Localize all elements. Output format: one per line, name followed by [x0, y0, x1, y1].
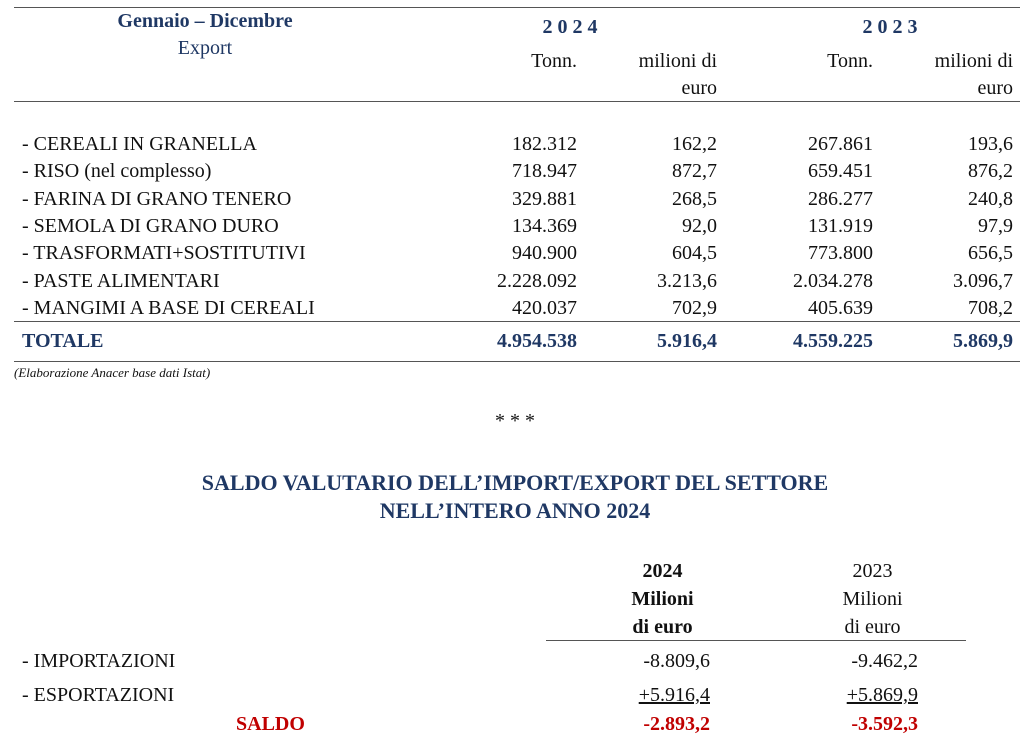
- cell-tonn-2023: 405.639: [808, 297, 873, 319]
- cell-mil-2024: 92,0: [682, 215, 717, 237]
- cell-tonn-2023: 659.451: [808, 160, 873, 182]
- saldo-title-line2: NELL’INTERO ANNO 2024: [379, 498, 651, 523]
- total-tonn-2023: 4.559.225: [793, 330, 873, 352]
- cell-mil-2023: 3.096,7: [953, 270, 1013, 292]
- export-2023: +5.869,9: [846, 684, 918, 706]
- cell-mil-2024: 162,2: [672, 133, 717, 155]
- cell-mil-2023: 708,2: [968, 297, 1013, 319]
- cell-mil-2023: 656,5: [968, 242, 1013, 264]
- import-label: - IMPORTAZIONI: [22, 650, 176, 672]
- cell-mil-2024: 702,9: [672, 297, 717, 319]
- cell-tonn-2024: 940.900: [512, 242, 577, 264]
- cell-mil-2024: 872,7: [672, 160, 717, 182]
- saldo-col-2023-year: 2023: [852, 560, 893, 582]
- period-heading: Gennaio – Dicembre: [117, 10, 293, 32]
- total-bottom-rule: [14, 361, 1020, 362]
- row-label: - RISO (nel complesso): [22, 160, 212, 182]
- col-milioni-2023-line2: euro: [977, 77, 1013, 99]
- saldo-title-line1: SALDO VALUTARIO DELL’IMPORT/EXPORT DEL SETTORE: [201, 470, 829, 495]
- cell-mil-2024: 3.213,6: [657, 270, 717, 292]
- total-top-rule: [14, 321, 1020, 322]
- col-tonn-2024: Tonn.: [531, 50, 577, 72]
- saldo-col-2023-unit2: di euro: [844, 616, 901, 638]
- total-tonn-2024: 4.954.538: [497, 330, 577, 352]
- cell-mil-2023: 97,9: [978, 215, 1013, 237]
- saldo-label: SALDO: [236, 713, 305, 735]
- export-2024: +5.916,4: [638, 684, 710, 706]
- cell-tonn-2024: 134.369: [512, 215, 577, 237]
- section-separator: * * *: [495, 410, 535, 432]
- cell-tonn-2024: 329.881: [512, 188, 577, 210]
- cell-mil-2023: 876,2: [968, 160, 1013, 182]
- table-top-rule: [14, 7, 1020, 8]
- saldo-col-2023-unit1: Milioni: [842, 588, 903, 610]
- cell-tonn-2023: 131.919: [808, 215, 873, 237]
- row-label: - CEREALI IN GRANELLA: [22, 133, 257, 155]
- cell-mil-2023: 193,6: [968, 133, 1013, 155]
- cell-tonn-2023: 773.800: [808, 242, 873, 264]
- col-milioni-2023-line1: milioni di: [934, 50, 1013, 72]
- row-label: - TRASFORMATI+SOSTITUTIVI: [22, 242, 306, 264]
- col-milioni-2024-line1: milioni di: [638, 50, 717, 72]
- cell-tonn-2023: 267.861: [808, 133, 873, 155]
- cell-tonn-2024: 420.037: [512, 297, 577, 319]
- source-note: (Elaborazione Anacer base dati Istat): [14, 365, 211, 380]
- export-label: - ESPORTAZIONI: [22, 684, 175, 706]
- col-milioni-2024-line2: euro: [681, 77, 717, 99]
- cell-tonn-2024: 718.947: [512, 160, 577, 182]
- import-2023: -9.462,2: [851, 650, 918, 672]
- row-label: - SEMOLA DI GRANO DURO: [22, 215, 279, 237]
- saldo-2023: -3.592,3: [851, 713, 918, 735]
- cell-mil-2023: 240,8: [968, 188, 1013, 210]
- year-2024-heading: 2 0 2 4: [542, 16, 598, 38]
- cell-tonn-2023: 2.034.278: [793, 270, 873, 292]
- import-2024: -8.809,6: [643, 650, 710, 672]
- saldo-col-2024-year: 2024: [642, 560, 683, 582]
- saldo-col-2024-unit2: di euro: [632, 616, 693, 638]
- total-label: TOTALE: [22, 330, 104, 352]
- cell-mil-2024: 604,5: [672, 242, 717, 264]
- row-label: - PASTE ALIMENTARI: [22, 270, 220, 292]
- cell-tonn-2024: 2.228.092: [497, 270, 577, 292]
- saldo-col-2024-unit1: Milioni: [631, 588, 694, 610]
- row-label: - FARINA DI GRANO TENERO: [22, 188, 292, 210]
- cell-mil-2024: 268,5: [672, 188, 717, 210]
- row-label: - MANGIMI A BASE DI CEREALI: [22, 297, 315, 319]
- col-tonn-2023: Tonn.: [827, 50, 873, 72]
- saldo-header-rule: [546, 640, 966, 641]
- header-rule: [14, 101, 1020, 102]
- export-subheading: Export: [177, 37, 233, 59]
- year-2023-heading: 2 0 2 3: [862, 16, 918, 38]
- cell-tonn-2024: 182.312: [512, 133, 577, 155]
- saldo-2024: -2.893,2: [643, 713, 710, 735]
- total-mil-2024: 5.916,4: [657, 330, 717, 352]
- total-mil-2023: 5.869,9: [953, 330, 1013, 352]
- cell-tonn-2023: 286.277: [808, 188, 873, 210]
